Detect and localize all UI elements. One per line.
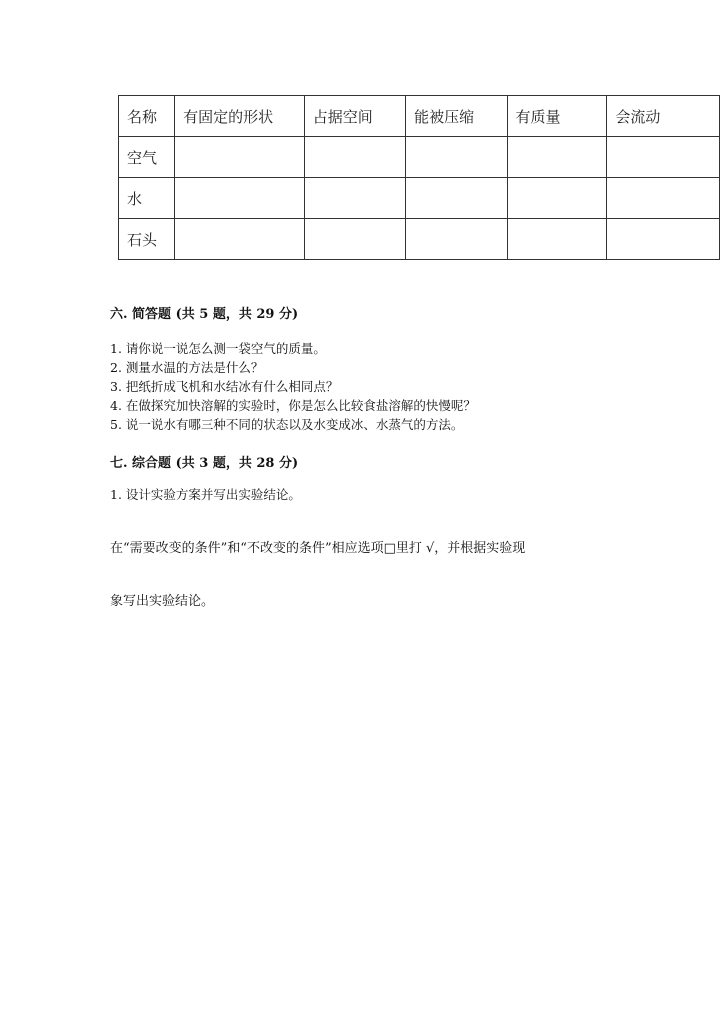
answer-cell[interactable] — [406, 137, 507, 178]
properties-table — [118, 95, 720, 260]
question-item: 1. 设计实验方案并写出实验结论。 — [110, 487, 301, 502]
section-seven-title: 七. 综合题 (共 3 题，共 28 分) — [110, 456, 299, 471]
header-cell: 有质量 — [507, 96, 607, 137]
answer-cell[interactable] — [304, 178, 405, 219]
table-row — [119, 219, 720, 260]
question-item: 1. 请你说一说怎么测一袋空气的质量。 — [110, 341, 326, 356]
section-six-title: 六. 简答题 (共 5 题，共 29 分) — [110, 307, 299, 322]
table-row — [119, 137, 720, 178]
answer-cell[interactable] — [175, 137, 305, 178]
instruction-text: 在“需要改变的条件”和“不改变的条件”相应选项□里打 √，并根据实验现 — [110, 541, 526, 556]
answer-cell[interactable] — [507, 137, 607, 178]
question-item: 2. 测量水温的方法是什么？ — [110, 360, 264, 375]
header-cell: 会流动 — [607, 96, 720, 137]
header-cell: 占据空间 — [304, 96, 405, 137]
answer-cell[interactable] — [607, 219, 720, 260]
table-header-row — [119, 96, 720, 137]
question-item: 4. 在做探究加快溶解的实验时，你是怎么比较食盐溶解的快慢呢？ — [110, 398, 476, 413]
question-item: 3. 把纸折成飞机和水结冰有什么相同点？ — [110, 379, 339, 394]
table-row — [119, 178, 720, 219]
answer-cell[interactable] — [175, 219, 305, 260]
answer-cell[interactable] — [406, 219, 507, 260]
header-cell: 有固定的形状 — [175, 96, 305, 137]
answer-cell[interactable] — [406, 178, 507, 219]
answer-cell[interactable] — [607, 178, 720, 219]
answer-cell[interactable] — [304, 137, 405, 178]
header-cell: 名称 — [119, 96, 175, 137]
answer-cell[interactable] — [507, 178, 607, 219]
row-label: 空气 — [119, 137, 175, 178]
header-cell: 能被压缩 — [406, 96, 507, 137]
row-label: 水 — [119, 178, 175, 219]
answer-cell[interactable] — [175, 178, 305, 219]
instruction-text: 象写出实验结论。 — [110, 594, 215, 609]
answer-cell[interactable] — [304, 219, 405, 260]
answer-cell[interactable] — [507, 219, 607, 260]
row-label: 石头 — [119, 219, 175, 260]
question-item: 5. 说一说水有哪三种不同的状态以及水变成冰、水蒸气的方法。 — [110, 417, 464, 432]
answer-cell[interactable] — [607, 137, 720, 178]
